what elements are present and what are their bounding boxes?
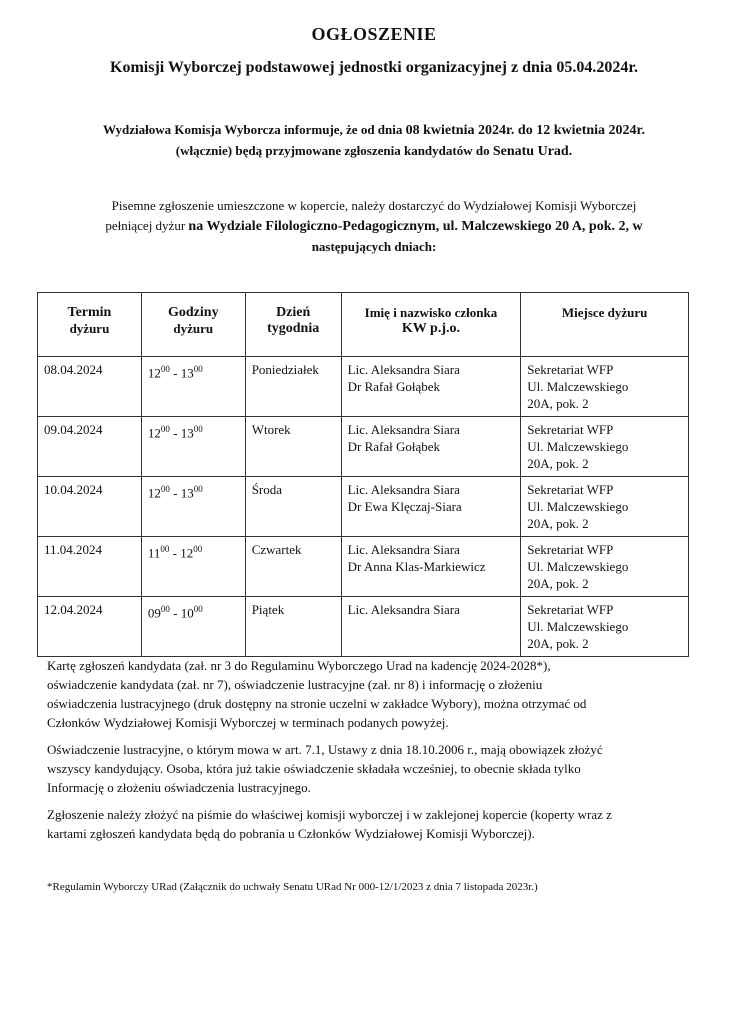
hours-end: 12: [180, 545, 194, 561]
hours-start-minutes: 00: [160, 544, 170, 554]
cell-day: Wtorek: [245, 417, 341, 477]
cell-place: [521, 417, 689, 477]
header-hours-line-2: dyżuru: [173, 321, 214, 336]
info-dates: 08 kwietnia 2024r. do 12 kwietnia 2024r.: [405, 123, 645, 138]
place-line: Ul. Malczewskiego: [527, 619, 629, 634]
member-name: Lic. Aleksandra Siara: [347, 362, 460, 377]
cell-day: Środa: [245, 477, 341, 537]
hours-end-minutes: 00: [193, 604, 203, 614]
paragraph-lustration-line: wszyscy kandydujący. Osoba, która już takie oświadczenie składała wcześniej, to obecnie składa tylko: [47, 761, 581, 776]
cell-place: [521, 477, 689, 537]
cell-hours: [141, 537, 245, 597]
announcement-title: OGŁOSZENIE: [311, 24, 437, 44]
header-member-line-1: Imię i nazwisko członka: [364, 305, 498, 320]
hours-separator: -: [169, 605, 181, 621]
hours-separator: -: [169, 365, 181, 381]
hours-separator: -: [169, 425, 181, 441]
cell-hours: [141, 597, 245, 657]
info-line-2: [40, 141, 708, 162]
paragraph-submission-line: Zgłoszenie należy złożyć na piśmie do właściwej komisji wyborczej i w zaklejonej kopercie (koperty wraz z: [47, 807, 612, 822]
paragraph-forms: [47, 656, 711, 732]
member-name: Lic. Aleksandra Siara: [347, 542, 460, 557]
hours-start-minutes: 00: [160, 484, 170, 494]
hours-end: 13: [180, 425, 194, 441]
paragraph-forms-line: oświadczenia lustracyjnego (druk dostępny na stronie uczelni w zakładce Wybory), można otrzymać od: [47, 696, 587, 711]
place-line: Ul. Malczewskiego: [527, 439, 629, 454]
cell-hours: [141, 417, 245, 477]
footnote: *Regulamin Wyborczy URad (Załącznik do uchwały Senatu URad Nr 000-12/1/2023 z dnia 7 listopada 2023r.): [47, 881, 538, 893]
header-date: [38, 293, 142, 357]
instructions-block: [40, 196, 708, 257]
instructions-line-3: następujących dniach:: [311, 239, 437, 254]
hours-separator: -: [169, 485, 181, 501]
cell-members: [341, 537, 521, 597]
member-name: Dr Rafał Gołąbek: [347, 439, 441, 454]
cell-date: 11.04.2024: [38, 537, 142, 597]
table-header-row: [38, 293, 689, 357]
cell-place: [521, 537, 689, 597]
header-place-text: Miejsce dyżuru: [561, 305, 648, 320]
paragraph-lustration-line: Oświadczenie lustracyjne, o którym mowa w art. 7.1, Ustawy z dnia 18.10.2006 r., mają obowiązek złożyć: [47, 742, 603, 757]
cell-members: [341, 357, 521, 417]
paragraph-forms-line: Członków Wydziałowej Komisji Wyborczej w terminach podanych powyżej.: [47, 715, 449, 730]
place-line: 20A, pok. 2: [527, 456, 589, 471]
cell-hours: [141, 357, 245, 417]
hours-end-minutes: 00: [193, 484, 203, 494]
instructions-line-2-text: pełniącej dyżur: [105, 218, 189, 233]
cell-members: [341, 597, 521, 657]
instructions-location: na Wydziale Filologiczno-Pedagogicznym, ul. Malczewskiego 20 A, pok. 2, w: [188, 219, 643, 234]
cell-date: 12.04.2024: [38, 597, 142, 657]
header-date-line-2: dyżuru: [69, 321, 110, 336]
cell-day: Poniedziałek: [245, 357, 341, 417]
table-row: [38, 417, 689, 477]
paragraph-lustration: [47, 740, 711, 797]
place-line: Ul. Malczewskiego: [527, 559, 629, 574]
cell-date: 10.04.2024: [38, 477, 142, 537]
hours-start: 11: [147, 545, 161, 561]
place-line: 20A, pok. 2: [527, 516, 589, 531]
place-line: Sekretariat WFP: [527, 482, 614, 497]
hours-end-minutes: 00: [193, 424, 203, 434]
table-row: [38, 597, 689, 657]
info-line-1: [40, 120, 708, 141]
hours-end-minutes: 00: [193, 544, 203, 554]
hours-start: 12: [147, 365, 161, 381]
paragraph-submission-line: kartami zgłoszeń kandydata będą do pobrania u Członków Wydziałowej Komisji Wyborczej).: [47, 826, 535, 841]
cell-members: [341, 477, 521, 537]
place-line: Sekretariat WFP: [527, 422, 614, 437]
place-line: Sekretariat WFP: [527, 362, 614, 377]
place-line: 20A, pok. 2: [527, 576, 589, 591]
header-hours-line-1: Godziny: [168, 305, 219, 320]
member-name: Dr Ewa Klęczaj-Siara: [347, 499, 462, 514]
info-senate: Senatu Urad.: [492, 144, 573, 159]
header-day-line-2: tygodnia: [267, 321, 320, 336]
member-name: Dr Rafał Gołąbek: [347, 379, 441, 394]
paragraph-forms-line: oświadczenie kandydata (zał. nr 7), oświadczenie lustracyjne (zał. nr 8) i informację o złożeniu: [47, 677, 543, 692]
header-hours: [141, 293, 245, 357]
duty-schedule-table: [37, 292, 689, 657]
cell-members: [341, 417, 521, 477]
info-block: [40, 120, 708, 162]
hours-start: 12: [147, 425, 161, 441]
hours-end: 13: [180, 365, 194, 381]
header-day: [245, 293, 341, 357]
cell-date: 08.04.2024: [38, 357, 142, 417]
member-name: Lic. Aleksandra Siara: [347, 602, 460, 617]
place-line: Ul. Malczewskiego: [527, 499, 629, 514]
member-name: Lic. Aleksandra Siara: [347, 422, 460, 437]
hours-end-minutes: 00: [193, 364, 203, 374]
hours-start: 12: [147, 485, 161, 501]
cell-place: [521, 357, 689, 417]
cell-place: [521, 597, 689, 657]
instructions-line-1: Pisemne zgłoszenie umieszczone w kopercie, należy dostarczyć do Wydziałowej Komisji Wyborczej: [111, 198, 637, 213]
cell-day: Czwartek: [245, 537, 341, 597]
table-row: [38, 537, 689, 597]
header-place: [521, 293, 689, 357]
member-name: Dr Anna Klas-Markiewicz: [347, 559, 486, 574]
hours-start-minutes: 00: [160, 604, 170, 614]
place-line: Sekretariat WFP: [527, 542, 614, 557]
header-member-line-2: KW p.j.o.: [401, 321, 460, 336]
table-row: [38, 477, 689, 537]
cell-hours: [141, 477, 245, 537]
cell-day: Piątek: [245, 597, 341, 657]
paragraph-lustration-line: Informację o złożeniu oświadczenia lustracyjnego.: [47, 780, 311, 795]
hours-separator: -: [169, 545, 181, 561]
place-line: 20A, pok. 2: [527, 636, 589, 651]
info-line-2-text: (włącznie) będą przyjmowane zgłoszenia kandydatów do: [175, 143, 493, 158]
header-date-line-1: Termin: [67, 305, 112, 320]
info-line-1-text: Wydziałowa Komisja Wyborcza informuje, że od dnia: [103, 122, 406, 137]
hours-start-minutes: 00: [160, 424, 170, 434]
member-name: Lic. Aleksandra Siara: [347, 482, 460, 497]
instructions-line-2: [40, 216, 708, 237]
hours-start: 09: [147, 605, 161, 621]
header-member: [341, 293, 521, 357]
table-row: [38, 357, 689, 417]
announcement-subtitle: Komisji Wyborczej podstawowej jednostki organizacyjnej z dnia 05.04.2024r.: [110, 59, 638, 76]
header-day-line-1: Dzień: [276, 305, 311, 320]
place-line: Sekretariat WFP: [527, 602, 614, 617]
hours-start-minutes: 00: [160, 364, 170, 374]
hours-end: 10: [180, 605, 194, 621]
paragraph-submission: [47, 805, 711, 843]
hours-end: 13: [180, 485, 194, 501]
cell-date: 09.04.2024: [38, 417, 142, 477]
paragraph-forms-line: Kartę zgłoszeń kandydata (zał. nr 3 do Regulaminu Wyborczego Urad na kadencję 2024-2028*),: [47, 658, 551, 673]
place-line: 20A, pok. 2: [527, 396, 589, 411]
place-line: Ul. Malczewskiego: [527, 379, 629, 394]
